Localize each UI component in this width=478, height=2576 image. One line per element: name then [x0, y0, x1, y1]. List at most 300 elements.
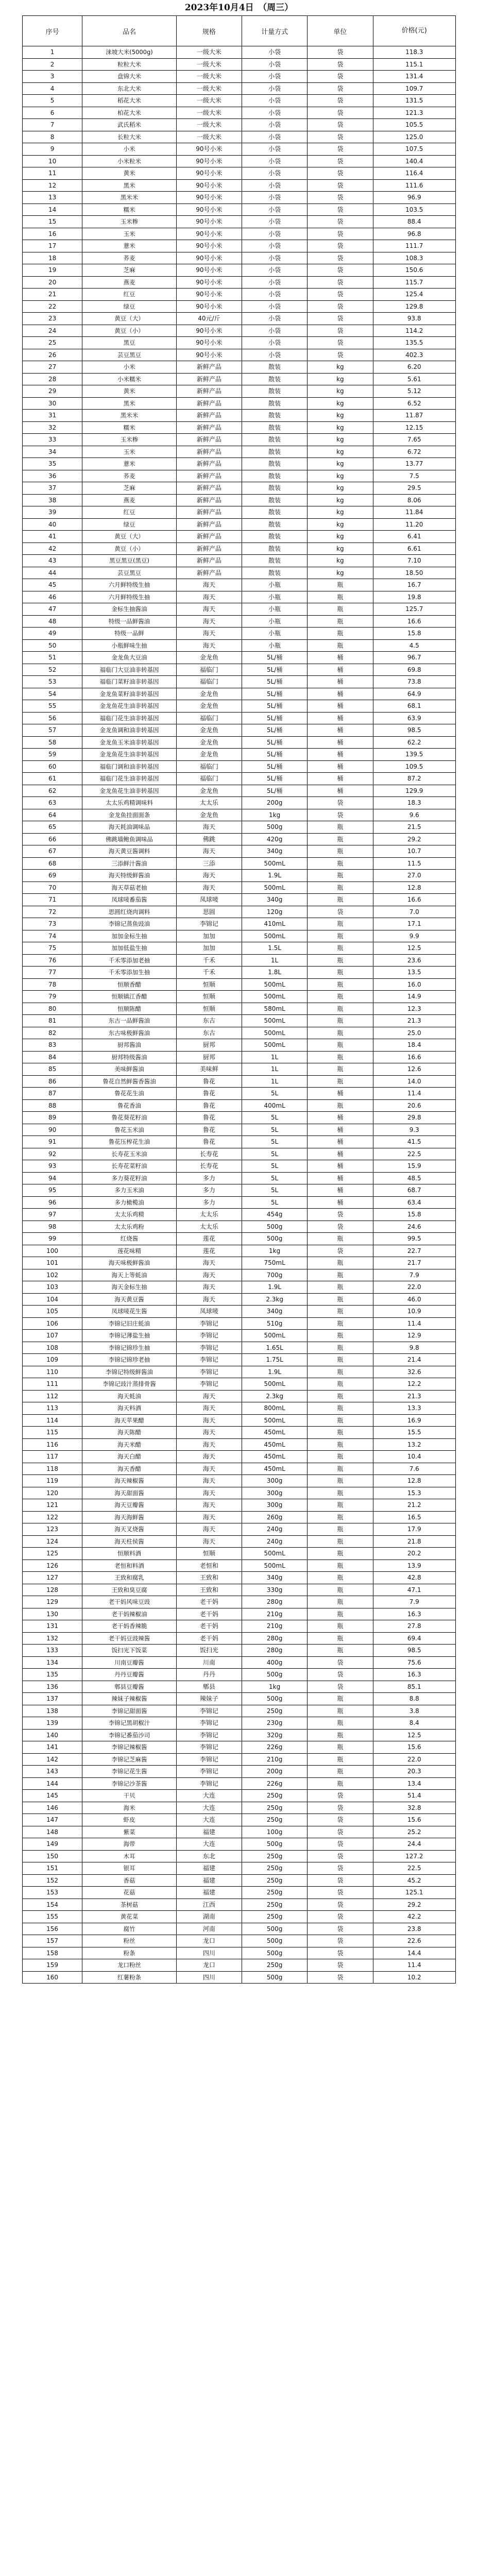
cell-price: 24.4: [373, 1838, 455, 1851]
cell-measure: 750mL: [242, 1257, 308, 1269]
cell-index: 111: [23, 1378, 82, 1391]
cell-index: 76: [23, 954, 82, 967]
cell-spec: 新鲜产品: [176, 494, 242, 506]
cell-product-name: 黄豆（小）: [82, 543, 177, 555]
table-header: [23, 16, 456, 46]
cell-product-name: 柏花大米: [82, 107, 177, 119]
cell-price: 125.0: [373, 131, 455, 143]
cell-price: 7.9: [373, 1269, 455, 1281]
cell-measure: 210g: [242, 1753, 308, 1766]
cell-spec: 新鲜产品: [176, 531, 242, 543]
cell-unit: 袋: [308, 155, 373, 167]
table-row: [23, 1221, 456, 1233]
cell-unit: 袋: [308, 797, 373, 809]
cell-index: 84: [23, 1051, 82, 1063]
cell-spec: 90号小米: [176, 179, 242, 192]
cell-measure: 340g: [242, 1572, 308, 1584]
cell-measure: 210g: [242, 1608, 308, 1620]
cell-spec: 凤球唛: [176, 1306, 242, 1318]
table-row: [23, 1717, 456, 1730]
cell-unit: 瓶: [308, 1003, 373, 1015]
cell-price: 15.6: [373, 1814, 455, 1826]
cell-unit: 桶: [308, 1196, 373, 1209]
cell-index: 86: [23, 1075, 82, 1088]
table-row: [23, 845, 456, 858]
cell-spec: 海天: [176, 603, 242, 616]
cell-product-name: 龙口粉丝: [82, 1959, 177, 1972]
cell-spec: 李锦记: [176, 1741, 242, 1754]
cell-product-name: 特级一品鲜酱油: [82, 615, 177, 628]
cell-index: 158: [23, 1947, 82, 1959]
table-row: [23, 1196, 456, 1209]
cell-unit: 瓶: [308, 591, 373, 603]
cell-measure: 1kg: [242, 1245, 308, 1257]
cell-index: 157: [23, 1935, 82, 1947]
cell-product-name: 金龙鱼花生油非转基因: [82, 700, 177, 713]
cell-index: 78: [23, 978, 82, 991]
cell-product-name: 小米: [82, 361, 177, 374]
cell-product-name: 福临门花生油非转基因: [82, 773, 177, 785]
cell-price: 15.6: [373, 1741, 455, 1754]
cell-product-name: 海天香醋: [82, 1463, 177, 1475]
cell-index: 149: [23, 1838, 82, 1851]
header-spec: 规格: [176, 16, 242, 46]
cell-price: 75.6: [373, 1656, 455, 1669]
cell-price: 118.3: [373, 46, 455, 59]
cell-spec: 金龙鱼: [176, 736, 242, 749]
table-row: [23, 1148, 456, 1160]
cell-measure: 小袋: [242, 167, 308, 180]
cell-unit: 瓶: [308, 954, 373, 967]
table-row: [23, 1027, 456, 1039]
cell-product-name: 粉丝: [82, 1935, 177, 1947]
cell-price: 15.8: [373, 628, 455, 640]
cell-index: 87: [23, 1088, 82, 1100]
cell-price: 21.5: [373, 821, 455, 834]
cell-unit: 瓶: [308, 1487, 373, 1499]
cell-index: 73: [23, 918, 82, 930]
cell-unit: 袋: [308, 46, 373, 59]
cell-measure: 小瓶: [242, 615, 308, 628]
table-row: [23, 1874, 456, 1887]
cell-unit: 瓶: [308, 870, 373, 882]
cell-unit: 袋: [308, 349, 373, 361]
cell-product-name: 李锦记豉汁蒸排骨酱: [82, 1378, 177, 1391]
table-row: [23, 143, 456, 156]
cell-price: 18.4: [373, 1039, 455, 1052]
table-row: [23, 579, 456, 591]
cell-unit: 袋: [308, 337, 373, 349]
cell-product-name: 三添鲜汁酱油: [82, 857, 177, 870]
cell-unit: 桶: [308, 773, 373, 785]
cell-index: 53: [23, 676, 82, 688]
header-measure: 计量方式: [242, 16, 308, 46]
table-row: [23, 555, 456, 567]
cell-price: 115.7: [373, 276, 455, 289]
cell-index: 142: [23, 1753, 82, 1766]
table-row: [23, 1499, 456, 1512]
cell-price: 150.6: [373, 264, 455, 277]
cell-price: 42.8: [373, 1572, 455, 1584]
table-row: [23, 131, 456, 143]
cell-price: 3.8: [373, 1705, 455, 1717]
cell-measure: 410mL: [242, 918, 308, 930]
cell-spec: 90号小米: [176, 240, 242, 252]
cell-spec: 一级大米: [176, 58, 242, 71]
cell-index: 18: [23, 252, 82, 264]
cell-price: 69.8: [373, 664, 455, 676]
cell-spec: 40元/斤: [176, 313, 242, 325]
cell-index: 104: [23, 1293, 82, 1306]
cell-index: 93: [23, 1160, 82, 1173]
table-row: [23, 373, 456, 385]
cell-price: 22.0: [373, 1753, 455, 1766]
table-row: [23, 1790, 456, 1802]
cell-index: 94: [23, 1172, 82, 1184]
cell-unit: 袋: [308, 1656, 373, 1669]
cell-spec: 厨邦: [176, 1039, 242, 1052]
table-row: [23, 1862, 456, 1875]
cell-price: 11.5: [373, 857, 455, 870]
cell-unit: 瓶: [308, 1330, 373, 1342]
cell-price: 140.4: [373, 155, 455, 167]
table-row: [23, 543, 456, 555]
cell-price: 93.8: [373, 313, 455, 325]
cell-index: 38: [23, 494, 82, 506]
cell-product-name: 凤球唛番茄酱: [82, 894, 177, 906]
cell-measure: 小袋: [242, 252, 308, 264]
cell-unit: 瓶: [308, 628, 373, 640]
cell-spec: 长寿花: [176, 1148, 242, 1160]
cell-measure: 5L/桶: [242, 749, 308, 761]
table-row: [23, 1971, 456, 1984]
cell-price: 14.4: [373, 1947, 455, 1959]
cell-measure: 500mL: [242, 1027, 308, 1039]
cell-price: 21.3: [373, 1390, 455, 1402]
cell-measure: 280g: [242, 1632, 308, 1645]
table-body: [23, 46, 456, 1984]
cell-unit: 瓶: [308, 845, 373, 858]
cell-measure: 500mL: [242, 991, 308, 1003]
cell-price: 16.6: [373, 1051, 455, 1063]
cell-measure: 散装: [242, 446, 308, 458]
cell-measure: 1.9L: [242, 1281, 308, 1294]
cell-spec: 金龙鱼: [176, 652, 242, 664]
cell-product-name: 荞麦: [82, 470, 177, 482]
table-row: [23, 240, 456, 252]
cell-index: 71: [23, 894, 82, 906]
cell-product-name: 鲁花压榨花生油: [82, 1136, 177, 1148]
cell-index: 126: [23, 1560, 82, 1572]
cell-measure: 散装: [242, 543, 308, 555]
cell-price: 17.1: [373, 918, 455, 930]
cell-unit: 瓶: [308, 1766, 373, 1778]
cell-measure: 小袋: [242, 216, 308, 228]
cell-measure: 1L: [242, 1075, 308, 1088]
cell-product-name: 海天叉烧酱: [82, 1523, 177, 1536]
cell-index: 51: [23, 652, 82, 664]
cell-index: 120: [23, 1487, 82, 1499]
cell-spec: 福临门: [176, 676, 242, 688]
cell-spec: 多力: [176, 1172, 242, 1184]
cell-spec: 老干妈: [176, 1596, 242, 1608]
cell-index: 58: [23, 736, 82, 749]
cell-spec: 海天: [176, 1438, 242, 1451]
table-row: [23, 906, 456, 918]
cell-measure: 5L/桶: [242, 652, 308, 664]
cell-price: 129.9: [373, 785, 455, 797]
cell-price: 6.41: [373, 531, 455, 543]
cell-measure: 5L/桶: [242, 688, 308, 700]
cell-product-name: 莲花味精: [82, 1245, 177, 1257]
cell-spec: 新鲜产品: [176, 385, 242, 398]
cell-unit: 瓶: [308, 978, 373, 991]
cell-index: 89: [23, 1112, 82, 1124]
cell-index: 28: [23, 373, 82, 385]
table-row: [23, 591, 456, 603]
cell-product-name: 黑米米: [82, 410, 177, 422]
cell-index: 20: [23, 276, 82, 289]
cell-index: 23: [23, 313, 82, 325]
cell-index: 137: [23, 1693, 82, 1705]
cell-unit: 瓶: [308, 1099, 373, 1112]
cell-spec: 李锦记: [176, 1378, 242, 1391]
cell-price: 8.06: [373, 494, 455, 506]
cell-index: 129: [23, 1596, 82, 1608]
cell-product-name: 黄米: [82, 167, 177, 180]
cell-index: 119: [23, 1475, 82, 1487]
cell-price: 10.9: [373, 1306, 455, 1318]
cell-spec: 李锦记: [176, 1753, 242, 1766]
cell-unit: 瓶: [308, 1535, 373, 1548]
cell-product-name: 芸豆黑豆: [82, 349, 177, 361]
table-row: [23, 821, 456, 834]
cell-price: 9.8: [373, 1342, 455, 1354]
cell-price: 13.3: [373, 1402, 455, 1415]
table-row: [23, 652, 456, 664]
cell-measure: 散装: [242, 434, 308, 446]
cell-spec: 90号小米: [176, 216, 242, 228]
cell-price: 111.6: [373, 179, 455, 192]
cell-index: 100: [23, 1245, 82, 1257]
cell-price: 12.5: [373, 1729, 455, 1741]
cell-unit: 瓶: [308, 1039, 373, 1052]
cell-product-name: 薏米: [82, 240, 177, 252]
cell-measure: 小袋: [242, 58, 308, 71]
cell-price: 8.8: [373, 1693, 455, 1705]
cell-price: 6.61: [373, 543, 455, 555]
cell-index: 77: [23, 967, 82, 979]
cell-unit: 瓶: [308, 1463, 373, 1475]
cell-product-name: 海天金标生抽: [82, 1281, 177, 1294]
cell-price: 7.9: [373, 1596, 455, 1608]
cell-measure: 500g: [242, 1669, 308, 1681]
cell-index: 116: [23, 1438, 82, 1451]
cell-unit: 袋: [308, 119, 373, 131]
cell-spec: 多力: [176, 1184, 242, 1197]
cell-price: 25.2: [373, 1826, 455, 1838]
cell-product-name: 鲁花自然鲜酱香酱油: [82, 1075, 177, 1088]
cell-unit: 袋: [308, 228, 373, 240]
cell-unit: 袋: [308, 252, 373, 264]
cell-measure: 1.8L: [242, 967, 308, 979]
cell-index: 55: [23, 700, 82, 713]
cell-price: 11.4: [373, 1959, 455, 1972]
cell-unit: 瓶: [308, 1366, 373, 1378]
cell-unit: kg: [308, 385, 373, 398]
cell-spec: 福临门: [176, 773, 242, 785]
cell-product-name: 银耳: [82, 1862, 177, 1875]
cell-index: 4: [23, 82, 82, 95]
cell-measure: 5L: [242, 1136, 308, 1148]
cell-price: 16.3: [373, 1608, 455, 1620]
table-row: [23, 773, 456, 785]
cell-measure: 5L: [242, 1148, 308, 1160]
cell-unit: 袋: [308, 1838, 373, 1851]
cell-spec: 加加: [176, 930, 242, 942]
cell-index: 52: [23, 664, 82, 676]
cell-price: 96.9: [373, 192, 455, 204]
table-row: [23, 1281, 456, 1294]
table-row: [23, 1911, 456, 1923]
cell-price: 108.3: [373, 252, 455, 264]
table-row: [23, 954, 456, 967]
cell-unit: 瓶: [308, 918, 373, 930]
cell-product-name: 燕麦: [82, 494, 177, 506]
cell-unit: 桶: [308, 1160, 373, 1173]
table-row: [23, 300, 456, 313]
cell-price: 105.5: [373, 119, 455, 131]
table-row: [23, 1402, 456, 1415]
table-row: [23, 204, 456, 216]
cell-spec: 金龙鱼: [176, 688, 242, 700]
cell-measure: 210g: [242, 1620, 308, 1633]
cell-measure: 300g: [242, 1487, 308, 1499]
cell-measure: 250g: [242, 1874, 308, 1887]
cell-index: 133: [23, 1645, 82, 1657]
cell-price: 45.2: [373, 1874, 455, 1887]
cell-index: 63: [23, 797, 82, 809]
cell-index: 29: [23, 385, 82, 398]
cell-product-name: 小米糯米: [82, 373, 177, 385]
cell-index: 34: [23, 446, 82, 458]
cell-spec: 金龙鱼: [176, 724, 242, 737]
cell-unit: kg: [308, 421, 373, 434]
cell-price: 96.7: [373, 652, 455, 664]
cell-unit: 瓶: [308, 1390, 373, 1402]
cell-product-name: 川南豆瓣酱: [82, 1656, 177, 1669]
cell-index: 102: [23, 1269, 82, 1281]
table-row: [23, 1209, 456, 1221]
cell-unit: 瓶: [308, 942, 373, 955]
cell-product-name: 绿豆: [82, 518, 177, 531]
cell-measure: 散装: [242, 482, 308, 495]
cell-spec: 李锦记: [176, 1766, 242, 1778]
cell-index: 31: [23, 410, 82, 422]
cell-spec: 福建: [176, 1826, 242, 1838]
cell-index: 138: [23, 1705, 82, 1717]
cell-price: 139.5: [373, 749, 455, 761]
cell-index: 24: [23, 325, 82, 337]
cell-measure: 5L: [242, 1196, 308, 1209]
cell-index: 14: [23, 204, 82, 216]
cell-spec: 新鲜产品: [176, 482, 242, 495]
cell-product-name: 红烧酱: [82, 1233, 177, 1245]
table-row: [23, 809, 456, 821]
cell-spec: 90号小米: [176, 289, 242, 301]
cell-product-name: 李锦记芝麻酱: [82, 1753, 177, 1766]
cell-spec: 李锦记: [176, 1717, 242, 1730]
cell-product-name: 王致和腐乳: [82, 1572, 177, 1584]
table-row: [23, 1015, 456, 1027]
cell-index: 47: [23, 603, 82, 616]
cell-measure: 散装: [242, 506, 308, 519]
cell-unit: 桶: [308, 1148, 373, 1160]
cell-product-name: 海天草菇老抽: [82, 882, 177, 894]
cell-measure: 5L: [242, 1184, 308, 1197]
cell-measure: 小袋: [242, 82, 308, 95]
cell-product-name: 粒粒大米: [82, 58, 177, 71]
cell-product-name: 福临门菜籽油非转基因: [82, 676, 177, 688]
cell-index: 113: [23, 1402, 82, 1415]
table-row: [23, 1669, 456, 1681]
cell-product-name: 小瓶鲜味生抽: [82, 639, 177, 652]
cell-unit: 瓶: [308, 1438, 373, 1451]
cell-price: 63.9: [373, 712, 455, 724]
table-row: [23, 1753, 456, 1766]
cell-product-name: 李锦记花生酱: [82, 1766, 177, 1778]
cell-price: 116.4: [373, 167, 455, 180]
cell-measure: 5L: [242, 1160, 308, 1173]
cell-product-name: 多力葵花籽油: [82, 1172, 177, 1184]
cell-unit: 瓶: [308, 1063, 373, 1076]
cell-product-name: 海天辣椒酱: [82, 1475, 177, 1487]
cell-spec: 四川: [176, 1971, 242, 1984]
cell-product-name: 鲁花花生油: [82, 1088, 177, 1100]
cell-unit: 袋: [308, 1862, 373, 1875]
cell-measure: 5L: [242, 1088, 308, 1100]
cell-measure: 260g: [242, 1511, 308, 1523]
cell-product-name: 盘锦大米: [82, 71, 177, 83]
cell-unit: 瓶: [308, 1729, 373, 1741]
cell-measure: 散装: [242, 470, 308, 482]
table-row: [23, 615, 456, 628]
cell-unit: 瓶: [308, 930, 373, 942]
cell-spec: 海天: [176, 1402, 242, 1415]
table-row: [23, 1959, 456, 1972]
cell-index: 117: [23, 1451, 82, 1463]
cell-product-name: 厨邦酱油: [82, 1039, 177, 1052]
cell-index: 49: [23, 628, 82, 640]
cell-spec: 90号小米: [176, 204, 242, 216]
cell-unit: 袋: [308, 289, 373, 301]
cell-measure: 230g: [242, 1717, 308, 1730]
cell-index: 110: [23, 1366, 82, 1378]
cell-product-name: 老干妈豆豉辣酱: [82, 1632, 177, 1645]
cell-spec: 90号小米: [176, 252, 242, 264]
table-row: [23, 216, 456, 228]
cell-index: 156: [23, 1923, 82, 1935]
cell-spec: 太太乐: [176, 1221, 242, 1233]
cell-spec: 老干妈: [176, 1620, 242, 1633]
table-row: [23, 1451, 456, 1463]
cell-unit: 瓶: [308, 1015, 373, 1027]
cell-index: 19: [23, 264, 82, 277]
cell-product-name: 黑豆黑豆(黑豆): [82, 555, 177, 567]
cell-measure: 小袋: [242, 46, 308, 59]
cell-unit: 桶: [308, 652, 373, 664]
cell-spec: 海天: [176, 639, 242, 652]
